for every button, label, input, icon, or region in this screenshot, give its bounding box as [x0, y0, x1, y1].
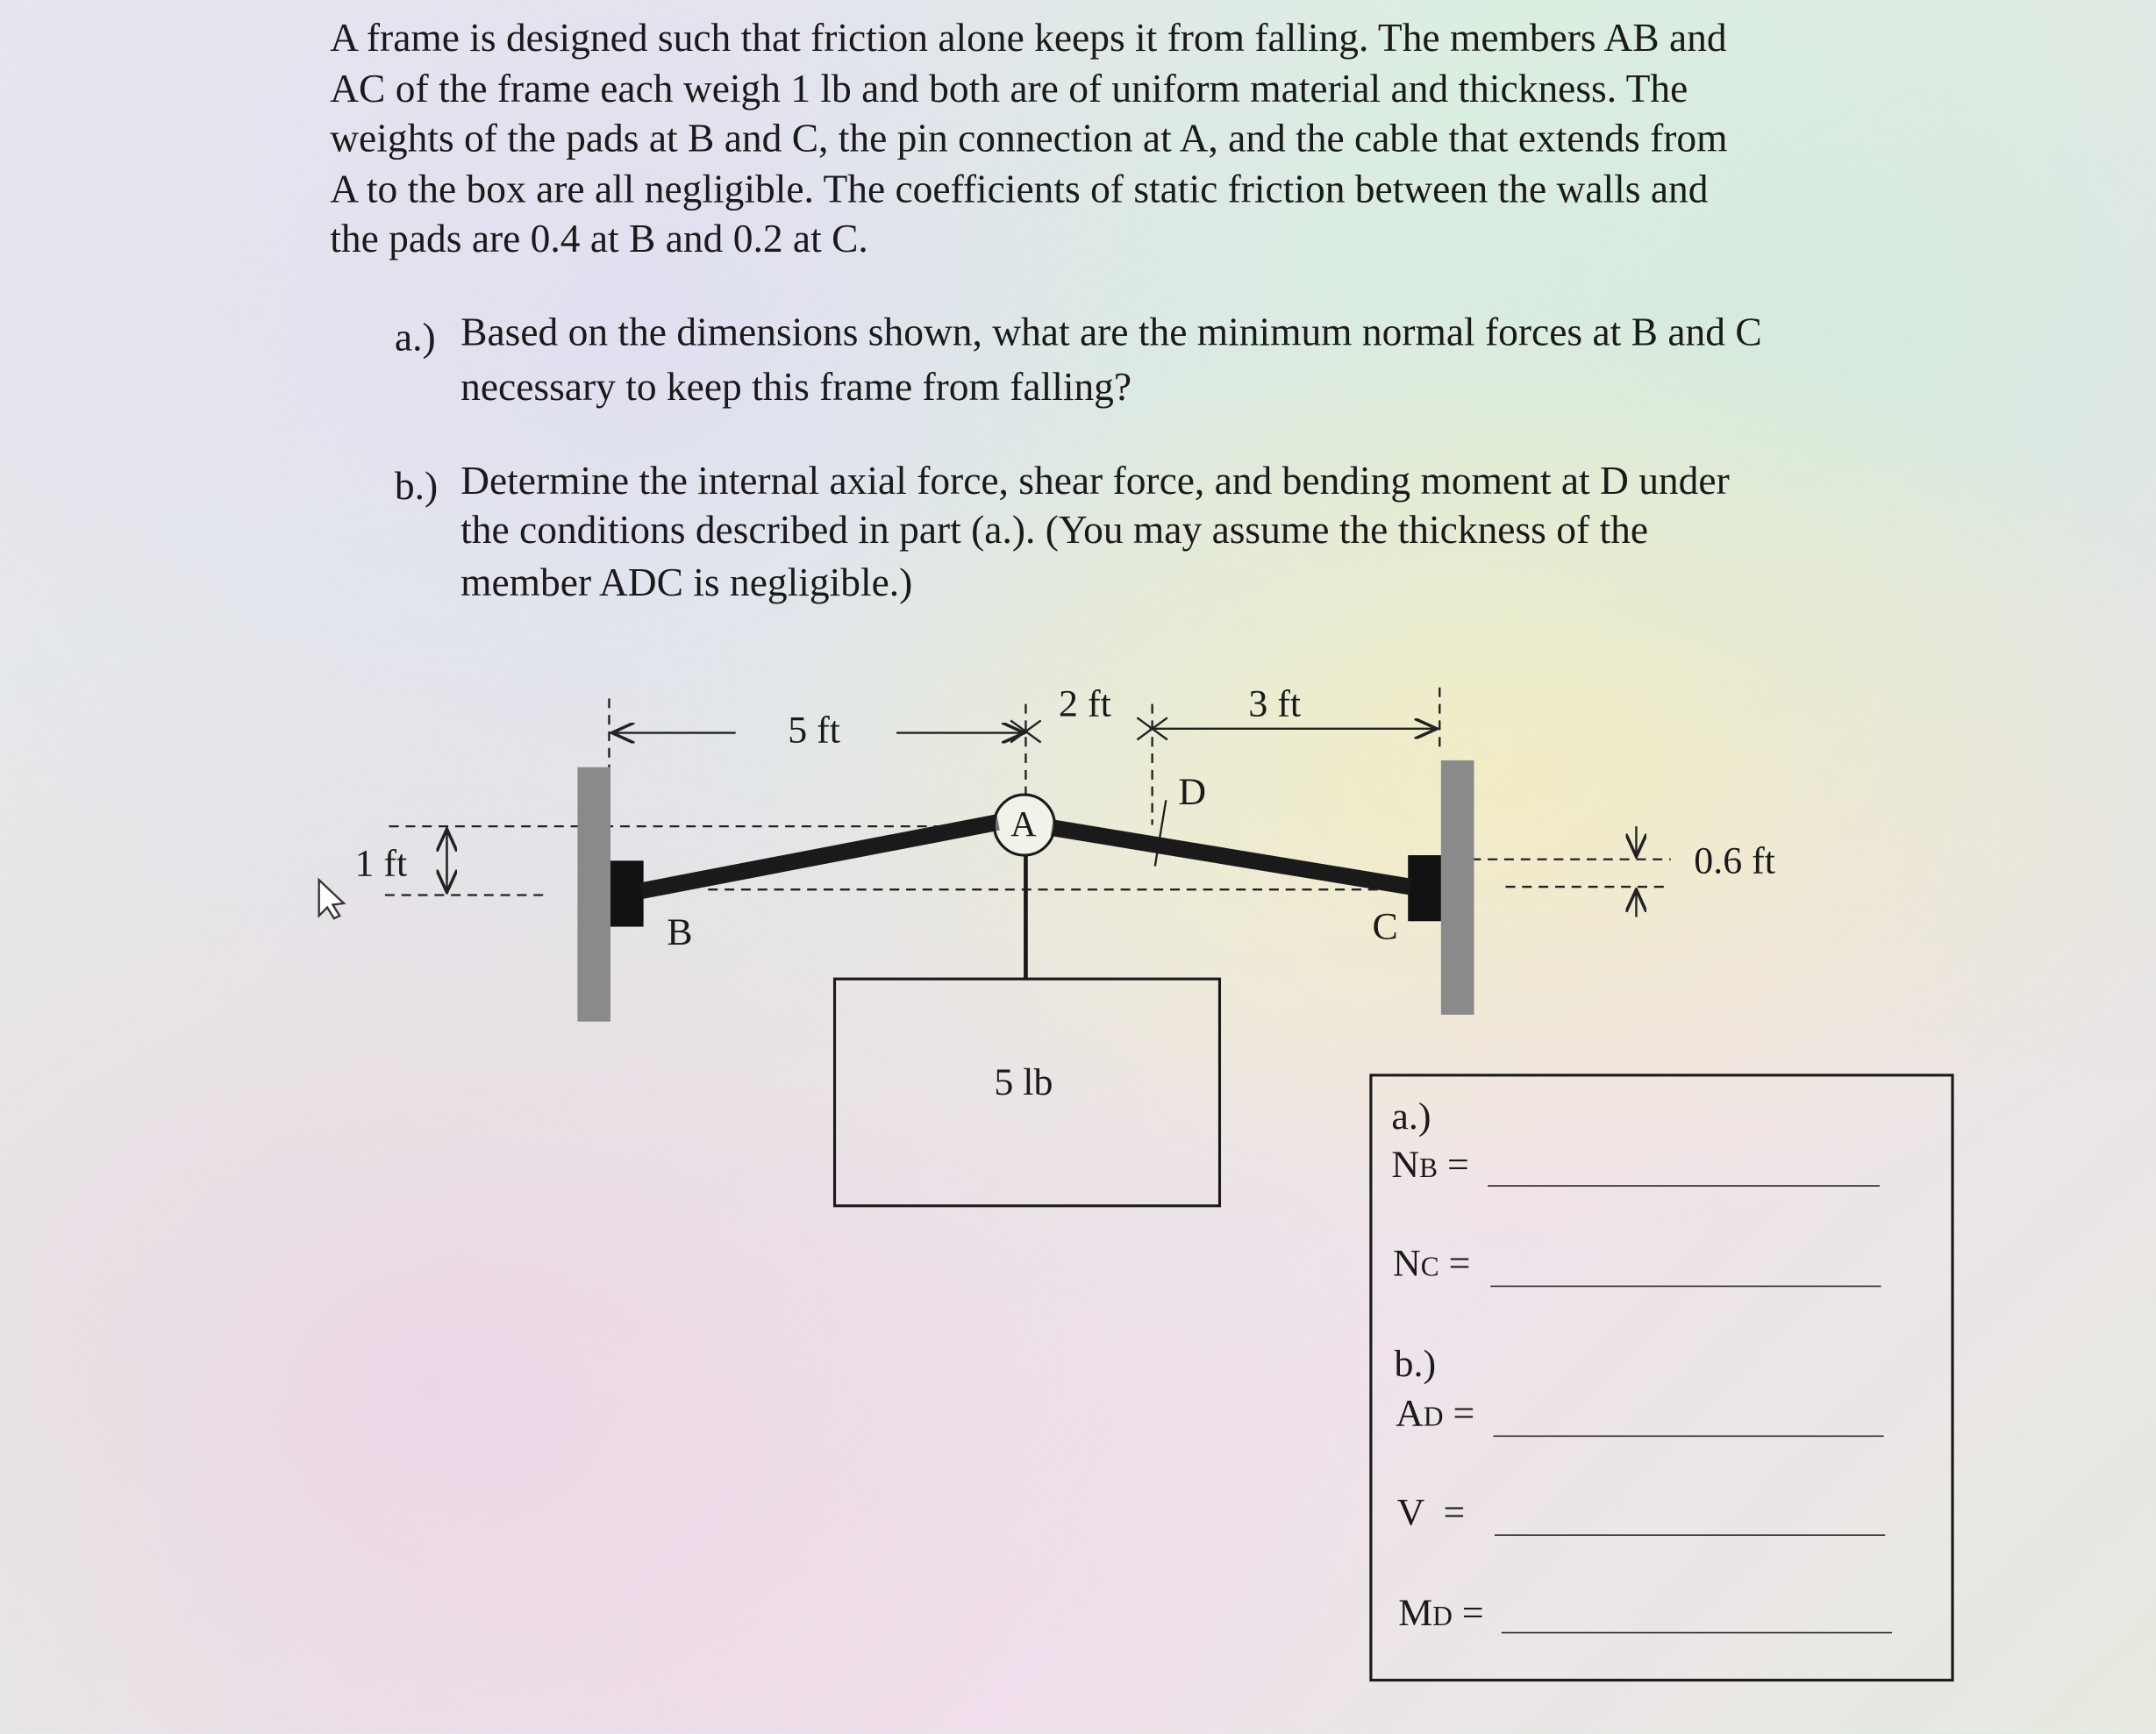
question-b-line: member ADC is negligible.)	[460, 560, 913, 605]
box-weight: 5 lb	[994, 1061, 1053, 1104]
mouse-cursor-icon	[319, 880, 344, 918]
md-eq: =	[1461, 1592, 1484, 1635]
nb-main: N	[1391, 1144, 1420, 1187]
v-answer-blank[interactable]	[1495, 1534, 1885, 1536]
right-wall	[1441, 760, 1474, 1015]
dim-1ft: 1 ft	[354, 842, 408, 886]
ad-main: A	[1396, 1392, 1424, 1436]
question-a-label: a.)	[394, 316, 436, 360]
ad-answer-blank[interactable]	[1493, 1436, 1883, 1438]
nb-answer-blank[interactable]	[1488, 1185, 1880, 1187]
question-b-label: b.)	[394, 464, 439, 510]
nc-eq: =	[1448, 1243, 1471, 1286]
nb-sub: B	[1419, 1153, 1439, 1184]
intro-line: the pads are 0.4 at B and 0.2 at C.	[330, 217, 868, 261]
question-b-line: the conditions described in part (a.). (You may assume the thickness of the	[460, 509, 1649, 553]
question-a-line: Based on the dimensions shown, what are the minimum normal forces at B and C	[460, 310, 1762, 355]
md-label	[1398, 1592, 1483, 1636]
label-d: D	[1178, 771, 1207, 815]
ad-label	[1396, 1393, 1474, 1437]
ad-eq: =	[1453, 1392, 1475, 1436]
nb-eq: =	[1447, 1144, 1469, 1187]
label-a: A	[1010, 804, 1037, 845]
left-wall	[577, 767, 610, 1022]
intro-line: A frame is designed such that friction alone keeps it from falling. The members AB and	[330, 16, 1727, 61]
pad-b	[610, 860, 644, 926]
dim-2ft: 2 ft	[1059, 683, 1111, 726]
intro-line: weights of the pads at B and C, the pin connection at A, and the cable that extends from	[330, 117, 1728, 161]
nc-answer-blank[interactable]	[1490, 1286, 1881, 1288]
nc-sub: C	[1420, 1252, 1439, 1283]
nb-label	[1391, 1144, 1468, 1188]
member-ab	[641, 822, 999, 890]
ad-sub: D	[1423, 1402, 1444, 1433]
label-c: C	[1372, 906, 1398, 949]
nc-main: N	[1392, 1243, 1421, 1286]
md-main: M	[1398, 1592, 1433, 1635]
nc-label	[1393, 1243, 1470, 1287]
dim-3ft: 3 ft	[1248, 683, 1302, 726]
v-label	[1397, 1492, 1466, 1536]
v-eq: =	[1443, 1491, 1466, 1535]
answer-a-label: a.)	[1391, 1095, 1431, 1138]
intro-line: AC of the frame each weigh 1 lb and both are of uniform material and thickness. The	[330, 67, 1688, 111]
answer-b-label: b.)	[1394, 1343, 1437, 1387]
intro-line: A to the box are all negligible. The coefficients of static friction between the walls and	[330, 168, 1709, 212]
md-answer-blank[interactable]	[1502, 1632, 1892, 1634]
dim-0-6ft: 0.6 ft	[1694, 839, 1775, 883]
pad-c	[1408, 855, 1441, 921]
question-a-line: necessary to keep this frame from falling?	[460, 365, 1132, 410]
dim-5ft: 5 ft	[788, 709, 840, 753]
md-sub: D	[1432, 1602, 1453, 1632]
member-ac	[1052, 828, 1410, 887]
v-main: V	[1396, 1491, 1424, 1535]
question-b-line: Determine the internal axial force, shear force, and bending moment at D under	[460, 459, 1730, 503]
label-b: B	[667, 911, 693, 954]
